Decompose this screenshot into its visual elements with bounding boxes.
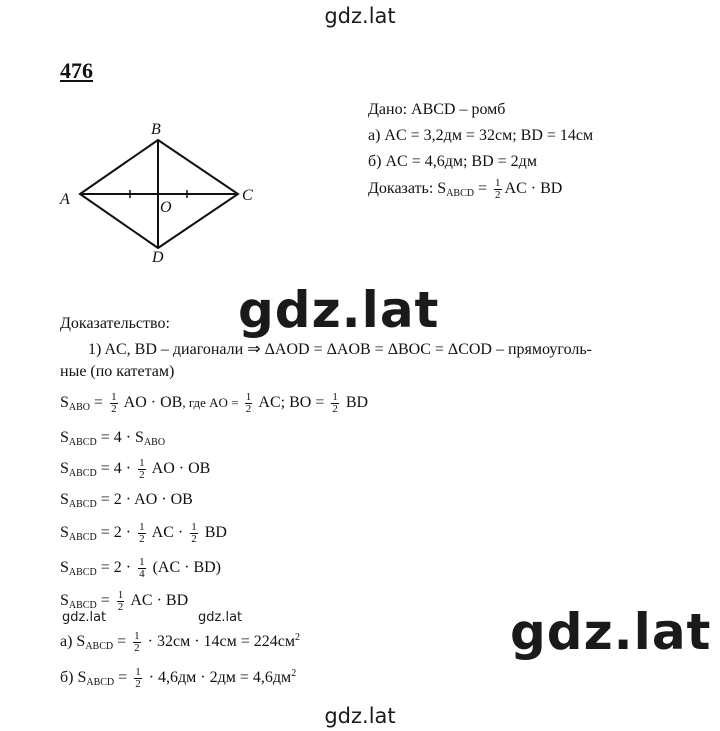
formula-line-5: $S_{ABCD} = 2$ · $\frac{1}{2}$ AC · $\frac{1}{2}$ BD [60,521,227,545]
formula-line-6: $S_{ABCD} = 2$ · $\frac{1}{4}$ (AC · BD) [60,556,221,580]
answer-b: б) $S_{ABCD}$ = $\frac{1}{2}$ · $4,6дм \cdot 2дм = 4,6дм^2$ [60,665,297,690]
given-line-a: а) AC = 3,2дм = 32см; BD = 14см [368,127,594,144]
given-line-1: Дано: ABCD – ромб [368,101,506,118]
answer-a: а) $S_{ABCD}$ = $\frac{1}{2}$ · $32см \cdot 14см = 224см^2$ [60,629,301,654]
label-o: O [160,199,172,216]
proof-step-1-cont: ные (по катетам) [60,363,175,380]
watermark-small-mid: gdz.lat [198,610,243,625]
given-line-b: б) AC = 4,6дм; BD = 2дм [368,153,537,170]
formula-s-abo: $S_{ABO}$ = $\frac{1}{2}$ AO · OB, где AO = $\frac{1}{2}$ AC; BO = $\frac{1}{2}$ BD [60,391,369,415]
prove-line: Доказать: $S_{ABCD}$ = $\frac{1}{2}$ AC · BD [368,177,563,201]
watermark-right: gdz.lat [510,603,712,661]
proof-heading: Доказательство: [60,315,170,332]
label-b: B [151,121,161,138]
watermark-bottom: gdz.lat [324,704,396,728]
problem-number: 476 [60,58,93,83]
watermark-small-left: gdz.lat [62,610,107,625]
proof-step-1: 1) AC, BD – диагонали ⇒ ΔAOD = ΔAOB = ΔBOC = ΔCOD – прямоуголь- [88,341,592,358]
rhombus-figure [52,118,272,268]
watermark-middle: gdz.lat [238,281,440,339]
formula-line-7: $S_{ABCD}$ = $\frac{1}{2}$ AC · BD [60,589,189,613]
label-d: D [152,249,164,266]
formula-line-3: $S_{ABCD} = 4$ · $\frac{1}{2}$ AO · OB [60,457,211,481]
formula-line-4: $S_{ABCD} = 2$ · AO · OB [60,491,193,510]
formula-line-2: $S_{ABCD} = 4 \cdot S_{ABO}$ [60,429,166,448]
label-a: A [60,191,70,208]
watermark-top: gdz.lat [324,4,396,28]
label-c: C [242,187,253,204]
